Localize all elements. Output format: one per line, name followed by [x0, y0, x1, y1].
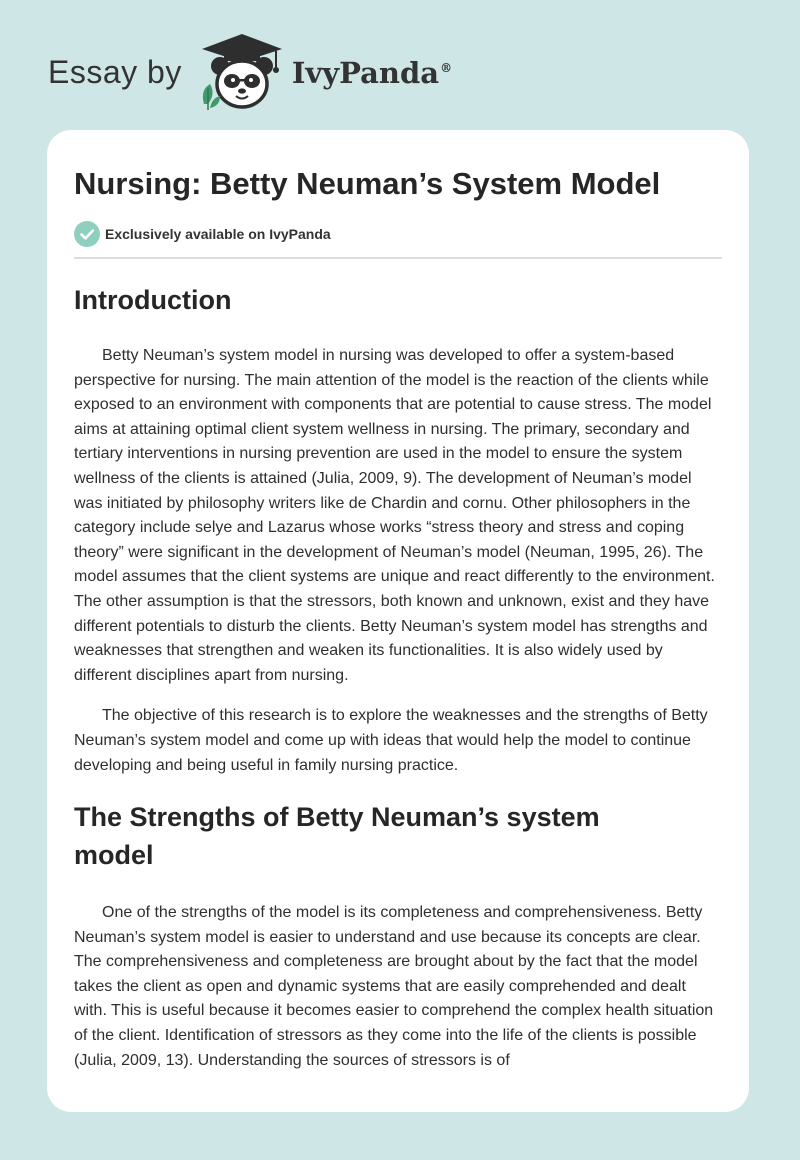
- paragraph: The objective of this research is to explore the weaknesses and the strengths of Betty Neuman’s system model and come up with ideas that would help the model to continue developing and being useful in family nursing practice.: [74, 707, 708, 774]
- section-introduction: [74, 281, 722, 778]
- brand-name: [292, 56, 452, 90]
- exclusive-badge: [74, 221, 722, 247]
- exclusive-text: Exclusively available on IvyPanda: [105, 226, 331, 242]
- section-strengths: [74, 798, 722, 1073]
- paragraph: One of the strengths of the model is its completeness and comprehensiveness. Betty Neuman’s system model is easier to understand and use because its concepts are clear. The comprehensiveness and completeness are brought about by the fact that the model takes the client as open and dynamic systems that are easily comprehended and dealt with. This is useful because it becomes easier to comprehend the complex health situation of the client. Identification of stressors as they come into the life of the clients is possible (Julia, 2009, 13). Understanding the sources of stressors is of: [74, 904, 714, 1069]
- paragraph: Betty Neuman’s system model in nursing was developed to offer a system-based perspective for nursing. The main attention of the model is the reaction of the clients while exposed to an environment with components that are potential to cause stress. The model aims at attaining optimal client system wellness in nursing. The primary, secondary and tertiary interventions in nursing prevention are used in the model to ensure the system wellness of the clients is attained (Julia, 2009, 9). The development of Neuman’s model was initiated by philosophy writers like de Chardin and cornu. Other philosophers in the category include selye and Lazarus whose works “stress theory and stress and coping theory” were significant in the development of Neuman’s model (Neuman, 1995, 26). The model assumes that the client systems are unique and react differently to the environment. The other assumption is that the stressors, both known and unknown, exist and they have different potentials to disturb the clients. Betty Neuman’s system model has strengths and weaknesses that strengthen and weaken its functionalities. It is also widely used by different disciplines apart from nursing.: [74, 347, 715, 684]
- section-heading: Introduction: [74, 285, 232, 315]
- site-header: [48, 32, 452, 112]
- panda-graduation-icon: [196, 32, 288, 112]
- registered-mark: ®: [440, 61, 453, 76]
- check-circle-icon: [74, 221, 100, 247]
- section-heading: The Strengths of Betty Neuman’s system model: [74, 802, 600, 871]
- essay-card: [47, 130, 749, 1112]
- brand-prefix: Essay by: [48, 53, 182, 90]
- brand-name-text: IvyPanda: [291, 56, 440, 90]
- divider: [74, 257, 722, 259]
- page-title: Nursing: Betty Neuman’s System Model: [74, 166, 661, 201]
